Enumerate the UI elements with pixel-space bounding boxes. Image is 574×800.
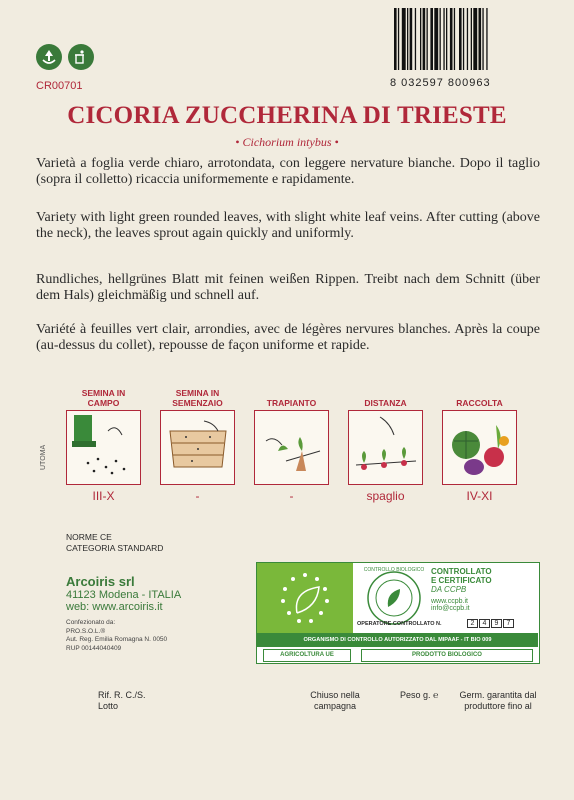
lot-label: Lotto xyxy=(98,701,119,711)
barcode-bar xyxy=(473,8,477,70)
barcode-bar xyxy=(427,8,428,70)
harvest-vegetables-icon xyxy=(442,410,517,485)
seal-text: CONTROLLO BIOLOGICO xyxy=(363,567,425,573)
eu-organic-leaf-logo xyxy=(257,563,353,633)
barcode-bar xyxy=(446,8,447,70)
barcode-number: 8 032597 800963 xyxy=(390,77,491,89)
step-label: TRAPIANTO xyxy=(266,398,317,408)
step-distanza xyxy=(348,388,423,503)
operator-label: OPERATORE CONTROLLATO N. xyxy=(357,621,442,627)
barcode-bar xyxy=(402,8,406,70)
step-label: SEMINA IN CAMPO xyxy=(81,388,126,408)
cert-title3: DA CCPB xyxy=(431,585,467,594)
barcode-bar xyxy=(423,8,426,70)
packer-label: Confezionato da: xyxy=(66,619,116,626)
barcode-bar xyxy=(459,8,462,70)
seedbed-icon xyxy=(160,410,235,485)
company-block xyxy=(66,574,181,653)
barcode-bar xyxy=(463,8,464,70)
barcode-bar xyxy=(394,8,397,70)
cultivation-calendar xyxy=(66,388,526,508)
norms-block xyxy=(66,532,163,554)
norms-line1: NORME CE xyxy=(66,532,112,542)
cert-email: info@ccpb.it xyxy=(431,605,470,612)
barcode-bar xyxy=(434,8,438,70)
step-semina-campo xyxy=(66,388,141,503)
step-label: SEMINA IN SEMENZAIO xyxy=(172,388,223,408)
germination-label: Germ. garantita dal produttore fino al xyxy=(459,690,537,711)
cert-title2: E CERTIFICATO xyxy=(431,576,492,585)
barcode-bar xyxy=(479,8,482,70)
barcode-bar xyxy=(450,8,453,70)
barcode-bar xyxy=(486,8,487,70)
step-value: spaglio xyxy=(366,489,405,503)
bin-icon xyxy=(68,44,94,70)
company-name: Arcoiris srl xyxy=(66,574,135,589)
ccpb-text xyxy=(431,567,537,612)
sealed-season-label: Chiuso nella campagna xyxy=(310,690,360,711)
step-value: III-X xyxy=(92,489,115,503)
barcode xyxy=(390,8,540,88)
company-address: 41123 Modena - ITALIA xyxy=(66,589,182,601)
barcode-bar xyxy=(398,8,399,70)
step-value: IV-XI xyxy=(466,489,493,503)
barcode-bar xyxy=(482,8,483,70)
cert-site: www.ccpb.it xyxy=(431,598,468,605)
barcode-bar xyxy=(420,8,421,70)
latin-name: • Cichorium intybus • xyxy=(235,135,339,149)
agri-ue-label: AGRICOLTURA UE xyxy=(263,649,351,662)
barcode-bar xyxy=(443,8,444,70)
norms-line2: CATEGORIA STANDARD xyxy=(66,543,164,553)
description-it: Varietà a foglia verde chiaro, arrotondata, con leggere nervature bianche. Dopo il taglio (sopra il colletto) ricaccia uniformemente e rapidamente. xyxy=(36,156,540,187)
spacing-icon xyxy=(348,410,423,485)
ref-label: Rif. R. C./S. xyxy=(98,690,146,700)
barcode-bar xyxy=(430,8,433,70)
operator-digit: 9 xyxy=(491,619,502,628)
operator-digit: 7 xyxy=(503,619,514,628)
barcode-bar xyxy=(407,8,408,70)
barcode-bar xyxy=(471,8,472,70)
barcode-bar xyxy=(415,8,416,70)
organic-product-label: PRODOTTO BIOLOGICO xyxy=(361,649,533,662)
product-title: CICORIA ZUCCHERINA DI TRIESTE xyxy=(67,102,507,129)
packer-rup: RUP 00144040409 xyxy=(66,644,122,652)
barcode-bar xyxy=(440,8,441,70)
barcode-bar xyxy=(410,8,413,70)
product-code: CR00701 xyxy=(36,80,83,92)
footer-ref xyxy=(98,690,146,712)
packer-reg: Aut. Reg. Emilia Romagna N. 0050 xyxy=(66,636,168,643)
ccpb-seal xyxy=(361,569,427,627)
operator-digit: 4 xyxy=(479,619,490,628)
operator-digit: 2 xyxy=(467,619,478,628)
step-label: RACCOLTA xyxy=(456,398,503,408)
transplant-icon xyxy=(254,410,329,485)
recycle-icon xyxy=(36,44,62,70)
description-de: Rundliches, hellgrünes Blatt mit feinen weißen Rippen. Treibt nach dem Schnitt (über dem Hals) gleichmäßig und schnell auf. xyxy=(36,272,540,303)
step-value: - xyxy=(289,489,294,503)
barcode-bar xyxy=(467,8,468,70)
calendar-side-label: UTOMA xyxy=(40,444,47,470)
weight-label: Peso g. ℮ xyxy=(400,690,439,700)
step-label: DISTANZA xyxy=(364,398,407,408)
barcode-bar xyxy=(454,8,455,70)
step-semina-semenzaio xyxy=(160,388,235,503)
organic-certification xyxy=(256,562,540,664)
description-en: Variety with light green rounded leaves, with slight white leaf veins. After cutting (above the neck), the leaves sprout again quickly and uniformly. xyxy=(36,210,540,241)
authority-band: ORGANISMO DI CONTROLLO AUTORIZZATO DAL MIPAAF - IT BIO 009 xyxy=(257,633,538,647)
packer-name: PRO.S.O.L.® xyxy=(66,627,106,635)
operator-number xyxy=(467,619,514,628)
sowing-field-icon xyxy=(66,410,141,485)
step-raccolta xyxy=(442,388,517,503)
cert-title1: CONTROLLATO xyxy=(431,567,492,576)
step-trapianto xyxy=(254,388,329,503)
company-web: web: www.arcoiris.it xyxy=(66,601,163,613)
barcode-bars xyxy=(390,8,540,72)
step-value: - xyxy=(195,489,200,503)
description-fr: Variété à feuilles vert clair, arrondies, avec de légères nervures blanches. Après la coupe (au-dessus du collet), repousse de façon uniforme et rapide. xyxy=(36,322,540,353)
